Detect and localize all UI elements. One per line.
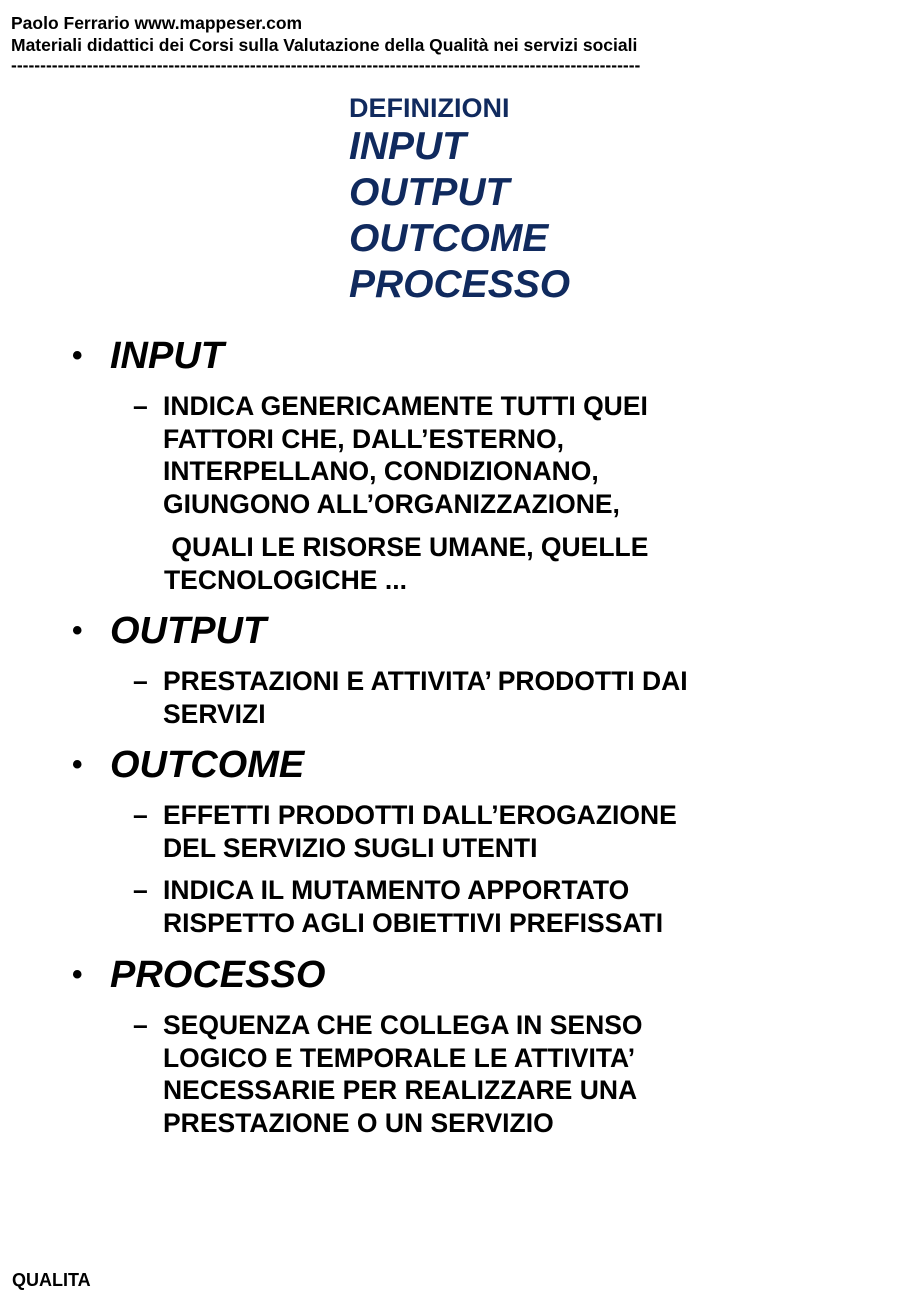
definition-line: QUALI LE RISORSE UMANE, QUELLE	[164, 532, 649, 562]
definition-continuation	[164, 531, 648, 596]
page-footer: QUALITA	[12, 1270, 91, 1290]
definition-text	[163, 390, 648, 520]
definition-line: SEQUENZA CHE COLLEGA IN SENSO	[163, 1010, 643, 1040]
definition-line: GIUNGONO ALL’ORGANIZZAZIONE,	[163, 488, 620, 519]
term-outcome: OUTCOME	[110, 744, 305, 786]
bullet: •	[72, 614, 83, 647]
definition-line: INDICA GENERICAMENTE TUTTI QUEI	[163, 391, 648, 421]
title-term-output: OUTPUT	[349, 171, 510, 214]
definition-text	[163, 665, 688, 730]
term-processo: PROCESSO	[110, 954, 326, 996]
definition-line: LOGICO E TEMPORALE LE ATTIVITA’	[163, 1042, 636, 1073]
bullet: •	[72, 958, 83, 991]
definition-line: PRESTAZIONI E ATTIVITA’ PRODOTTI DAI	[163, 666, 688, 696]
term-input: INPUT	[110, 335, 224, 377]
definition-line: DEL SERVIZIO SUGLI UTENTI	[163, 832, 538, 863]
title-block	[349, 92, 570, 308]
definition-text	[163, 874, 663, 939]
definition-line: TECNOLOGICHE ...	[164, 564, 407, 595]
title-term-processo: PROCESSO	[349, 263, 571, 306]
bullet: •	[72, 339, 83, 372]
title-term-outcome: OUTCOME	[349, 217, 549, 260]
page-title: DEFINIZIONI	[349, 93, 510, 123]
definition-line: PRESTAZIONE O UN SERVIZIO	[163, 1107, 554, 1138]
definition-line: RISPETTO AGLI OBIETTIVI PREFISSATI	[163, 907, 664, 938]
definition-line: EFFETTI PRODOTTI DALL’EROGAZIONE	[163, 800, 677, 830]
title-term-input: INPUT	[349, 125, 466, 168]
dash: –	[133, 1010, 148, 1040]
header-author-line: Paolo Ferrario www.mappeser.com	[11, 13, 303, 33]
definition-line: FATTORI CHE, DALL’ESTERNO,	[163, 423, 564, 454]
header-course-line: Materiali didattici dei Corsi sulla Valutazione della Qualità nei servizi sociali	[11, 35, 638, 55]
dash: –	[133, 875, 148, 905]
definition-text	[163, 799, 677, 864]
term-output: OUTPUT	[110, 610, 267, 652]
header-divider: ------------------------------------------------------------------------------------------------------------	[11, 56, 641, 74]
page-header	[11, 12, 722, 74]
dash: –	[133, 666, 148, 696]
definition-line: NECESSARIE PER REALIZZARE UNA	[163, 1075, 638, 1105]
definition-line: INTERPELLANO, CONDIZIONANO,	[163, 456, 599, 486]
dash: –	[133, 391, 148, 421]
bullet: •	[72, 748, 83, 781]
definition-line: INDICA IL MUTAMENTO APPORTATO	[163, 875, 630, 905]
dash: –	[133, 800, 148, 830]
definition-line: SERVIZI	[163, 698, 266, 729]
definition-text	[163, 1009, 643, 1139]
